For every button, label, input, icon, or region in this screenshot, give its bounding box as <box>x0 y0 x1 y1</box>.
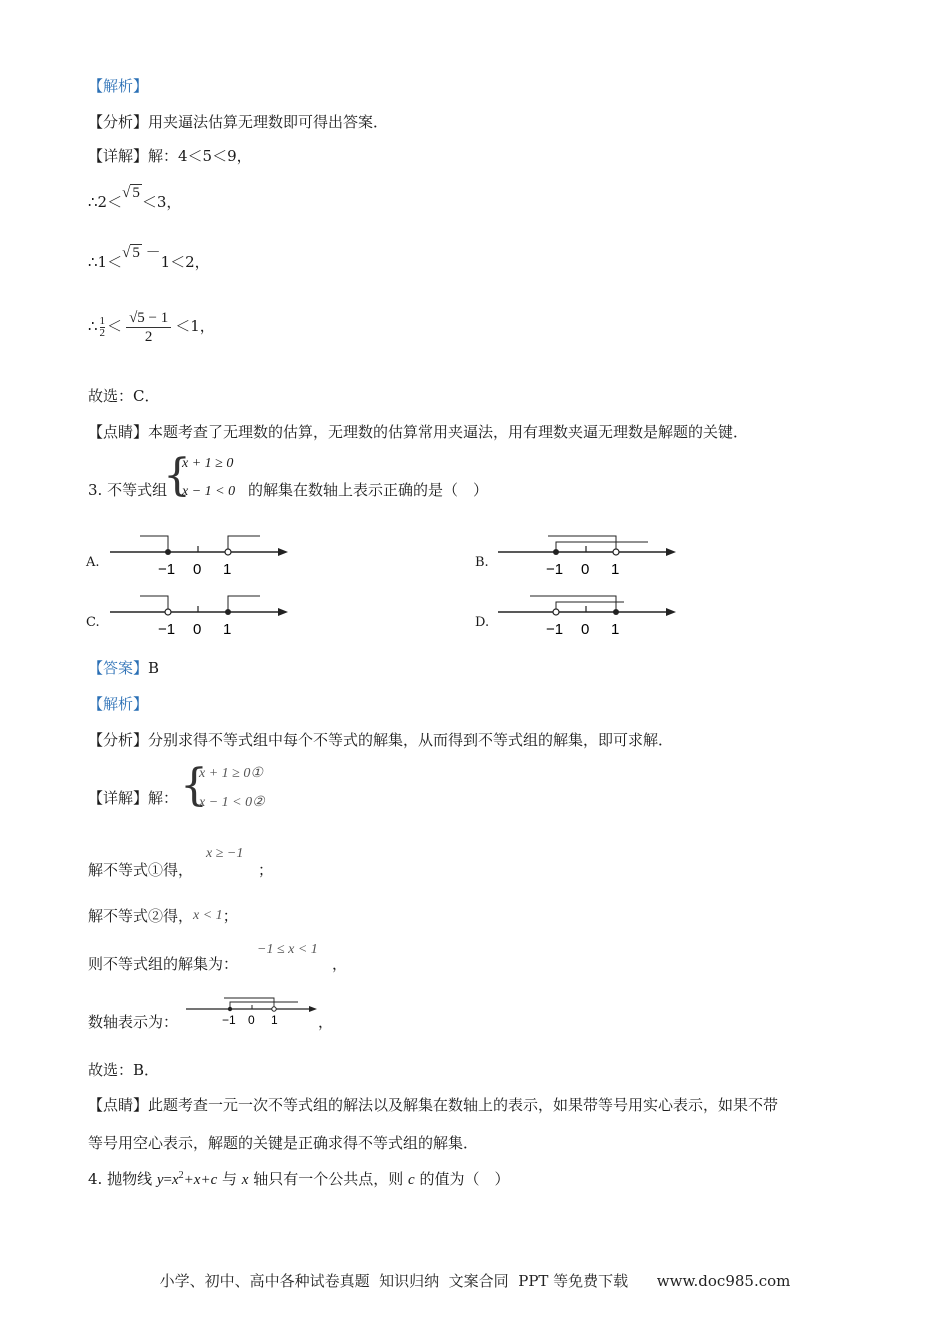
sqrt5-2-radicand: 5 <box>132 245 140 261</box>
q3-comment-line2: 等号用空心表示，解题的关键是正确求得不等式组的解集． <box>88 1134 479 1152</box>
tick-label-0: 0 <box>193 621 202 638</box>
option-c-numberline <box>110 592 295 642</box>
q4-y: y <box>156 1172 164 1188</box>
q4-c: c <box>408 1172 415 1188</box>
step1-post: ＜3， <box>141 193 182 211</box>
solve2-end: ； <box>222 907 238 925</box>
q4-prefix: 4. 抛物线 <box>88 1170 157 1188</box>
step2-post: 1＜2， <box>160 253 210 271</box>
q3-system-eq2: x − 1 < 0② <box>199 795 265 810</box>
solid-dot <box>228 1007 232 1011</box>
q4-stem <box>88 1166 509 1190</box>
tick-label-neg1: −1 <box>158 561 176 578</box>
ray-right <box>556 542 648 552</box>
tick-label-1: 1 <box>611 621 620 638</box>
sqrt5-1: √ 5 <box>122 185 140 201</box>
hollow-dot <box>553 609 559 615</box>
q3-detail-tag: 【详解】 <box>88 789 149 807</box>
half-fraction <box>100 316 106 339</box>
step3-line <box>88 308 215 346</box>
q3-comment-line1 <box>88 1095 778 1115</box>
q3-ineq2: x − 1 < 0 <box>182 484 236 499</box>
solve2-line <box>88 906 238 928</box>
answer-line <box>88 658 159 678</box>
ray-left <box>548 536 616 552</box>
q3-detail-line <box>88 788 178 808</box>
frac-num: √5 − 1 <box>126 309 171 328</box>
q4-suffix: 的值为（ ） <box>414 1170 510 1188</box>
step2-pre: ∴1＜ <box>88 253 123 271</box>
frac-den: 2 <box>144 328 153 345</box>
q3-detail-text: 解： <box>148 789 179 807</box>
set-line <box>88 954 238 974</box>
answer-numberline <box>186 994 321 1028</box>
step1-line <box>88 185 182 213</box>
q4-eq: = <box>163 1172 172 1188</box>
tick-label-neg1: −1 <box>222 1013 236 1027</box>
q3-system-brace: { <box>180 760 208 811</box>
comment-text: 本题考查了无理数的估算，无理数的估算常用夹逼法，用有理数夹逼无理数是解题的关键． <box>148 423 749 441</box>
sqrt5-minus-1-over-2 <box>126 309 171 346</box>
q3-prefix: 3. 不等式组 <box>88 481 168 499</box>
option-d-label: D. <box>475 615 490 630</box>
solve1-math: x ≥ −1 <box>206 846 244 861</box>
analysis-tag: 【分析】 <box>88 113 149 131</box>
arrow-head <box>278 548 288 556</box>
hollow-dot <box>225 549 231 555</box>
q4-mid: 与 <box>217 1170 242 1188</box>
step1-pre: ∴2＜ <box>88 193 123 211</box>
set-math: −1 ≤ x < 1 <box>257 942 318 957</box>
step3-pre: ∴ <box>88 317 98 335</box>
q3-analysis-text: 分别求得不等式组中每个不等式的解集，从而得到不等式组的解集，即可求解． <box>148 731 674 749</box>
page-footer: 小学、初中、高中各种试卷真题 知识归纳 文案合同 PPT 等免费下载 www.doc985.com <box>159 1272 791 1290</box>
solid-dot <box>553 549 559 555</box>
choice-line: 故选：C． <box>88 387 160 405</box>
option-c-label: C. <box>86 615 100 630</box>
ray-right <box>228 596 260 612</box>
solve1-end: ； <box>258 861 274 879</box>
detail-line <box>88 146 252 166</box>
half-den: 2 <box>99 326 106 339</box>
ray-right <box>228 536 260 552</box>
set-text: 则不等式组的解集为： <box>88 955 239 973</box>
q3-system-eq1: x + 1 ≥ 0① <box>199 766 263 781</box>
tick-label-neg1: −1 <box>158 621 176 638</box>
answer-value: B <box>148 659 160 677</box>
tick-label-0: 0 <box>193 561 202 578</box>
solid-dot <box>225 609 231 615</box>
q4-rest: +x+c <box>183 1172 218 1188</box>
step3-lt: ＜ <box>107 317 123 335</box>
tick-label-0: 0 <box>581 621 590 638</box>
step2-line <box>88 245 210 273</box>
option-a-numberline <box>110 532 295 582</box>
q4-sup: 2 <box>178 1170 184 1181</box>
option-d-numberline <box>498 592 683 642</box>
tick-label-0: 0 <box>248 1013 255 1027</box>
tick-label-0: 0 <box>581 561 590 578</box>
hollow-dot <box>165 609 171 615</box>
arrow-head <box>666 608 676 616</box>
axis-text: 数轴表示为： <box>88 1013 179 1031</box>
ray-left <box>140 536 168 552</box>
solve1-line <box>88 860 193 880</box>
sqrt5-1-radicand: 5 <box>132 185 140 201</box>
tick-label-neg1: −1 <box>546 621 564 638</box>
solve2-math: x < 1 <box>193 908 223 923</box>
solid-dot <box>613 609 619 615</box>
q3-choice-line: 故选：B． <box>88 1061 160 1079</box>
q3-stem <box>88 480 167 500</box>
half-num: 1 <box>99 314 106 327</box>
analysis-line <box>88 112 388 132</box>
sqrt5-2: √ 5 － <box>122 245 161 261</box>
comment-tag: 【点睛】 <box>88 423 149 441</box>
hollow-dot <box>613 549 619 555</box>
q4-mid2: 轴只有一个公共点，则 <box>248 1170 408 1188</box>
q3-suffix: 的解集在数轴上表示正确的是（ ） <box>248 481 489 499</box>
axis-end: ， <box>318 1013 334 1031</box>
q4-x: x <box>172 1172 179 1188</box>
q4-axis: x <box>241 1172 249 1188</box>
ray-right <box>230 1002 298 1009</box>
solve2-text: 解不等式②得， <box>88 907 194 925</box>
option-b-label: B. <box>475 555 489 570</box>
q3-analysis-tag: 【分析】 <box>88 731 149 749</box>
analysis-text: 用夹逼法估算无理数即可得出答案． <box>148 113 389 131</box>
tick-label-1: 1 <box>223 561 232 578</box>
solve1-text: 解不等式①得， <box>88 861 194 879</box>
arrow-head <box>309 1006 317 1012</box>
q3-brace: { <box>163 450 191 501</box>
tick-label-1: 1 <box>271 1013 278 1027</box>
q3-ineq1: x + 1 ≥ 0 <box>182 456 234 471</box>
ray-left <box>140 596 168 612</box>
set-end: ， <box>332 955 348 973</box>
arrow-head <box>666 548 676 556</box>
q3-jiexi-heading: 【解析】 <box>88 695 149 713</box>
tick-label-1: 1 <box>611 561 620 578</box>
hollow-dot <box>272 1007 276 1011</box>
detail-tag: 【详解】 <box>88 147 149 165</box>
solid-dot <box>165 549 171 555</box>
jiexi-heading: 【解析】 <box>88 77 149 95</box>
ray-left <box>530 596 616 612</box>
axis-line-text <box>88 1012 178 1032</box>
tick-label-neg1: −1 <box>546 561 564 578</box>
tick-label-1: 1 <box>223 621 232 638</box>
step2-minus: － <box>145 245 161 261</box>
q3-analysis-line <box>88 730 673 750</box>
q3-comment-tag: 【点睛】 <box>88 1096 149 1114</box>
detail-text: 解：4＜5＜9， <box>148 147 252 165</box>
option-a-label: A. <box>86 555 100 570</box>
ray-left <box>224 998 274 1009</box>
arrow-head <box>278 608 288 616</box>
step3-post: ＜1， <box>175 317 215 335</box>
comment-line <box>88 422 748 442</box>
answer-tag: 【答案】 <box>88 659 149 677</box>
q3-comment-text1: 此题考查一元一次不等式组的解法以及解集在数轴上的表示，如果带等号用实心表示，如果不带 <box>148 1096 779 1114</box>
option-b-numberline <box>498 532 683 582</box>
